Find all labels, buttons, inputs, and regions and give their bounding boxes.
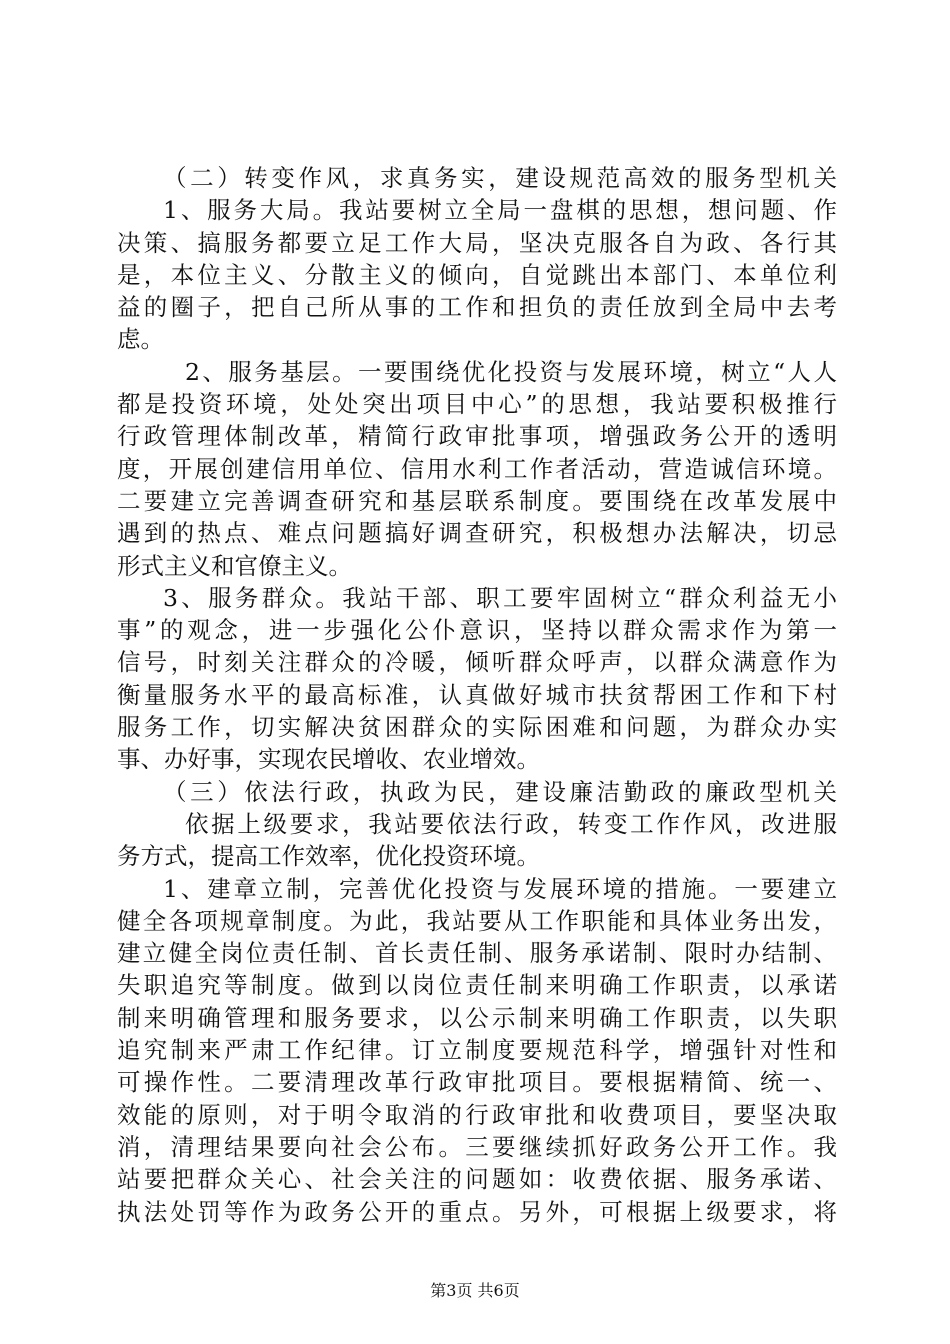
section-heading-3: （三）依法行政，执政为民，建设廉洁勤政的廉政型机关: [163, 777, 837, 806]
paragraph-line: 形式主义和官僚主义。: [117, 551, 352, 580]
paragraph-line: 务方式，提高工作效率，优化投资环境。: [117, 842, 540, 871]
paragraph-line: 2、服务基层。一要围绕优化投资与发展环境，树立“人人: [185, 357, 837, 386]
document-body: [117, 162, 837, 1228]
paragraph-line: 衡量服务水平的最高标准，认真做好城市扶贫帮困工作和下村: [117, 680, 837, 709]
paragraph-line: 二要建立完善调查研究和基层联系制度。要围绕在改革发展中: [117, 486, 837, 515]
paragraph-line: 信号，时刻关注群众的冷暖，倾听群众呼声，以群众满意作为: [117, 648, 837, 677]
paragraph-line: 消，清理结果要向社会公布。三要继续抓好政务公开工作。我: [117, 1132, 837, 1161]
paragraph-line: 1、建章立制，完善优化投资与发展环境的措施。一要建立: [163, 874, 837, 903]
paragraph-line: 建立健全岗位责任制、首长责任制、服务承诺制、限时办结制、: [117, 939, 837, 968]
paragraph-line: 益的圈子，把自己所从事的工作和担负的责任放到全局中去考: [117, 293, 837, 322]
paragraph-line: 健全各项规章制度。为此，我站要从工作职能和具体业务出发，: [117, 906, 837, 935]
paragraph-line: 1、服务大局。我站要树立全局一盘棋的思想，想问题、作: [163, 196, 837, 225]
paragraph-line: 事、办好事，实现农民增收、农业增效。: [117, 745, 540, 774]
paragraph-line: 执法处罚等作为政务公开的重点。另外，可根据上级要求，将: [117, 1197, 837, 1226]
paragraph-line: 制来明确管理和服务要求，以公示制来明确工作职责，以失职: [117, 1003, 837, 1032]
paragraph-line: 度，开展创建信用单位、信用水利工作者活动，营造诚信环境。: [117, 454, 837, 483]
paragraph-line: 遇到的热点、难点问题搞好调查研究，积极想办法解决，切忌: [117, 519, 837, 548]
paragraph-line: 都是投资环境，处处突出项目中心”的思想，我站要积极推行: [117, 390, 837, 419]
paragraph-line: 追究制来严肃工作纪律。订立制度要规范科学，增强针对性和: [117, 1036, 837, 1065]
paragraph-line: 是，本位主义、分散主义的倾向，自觉跳出本部门、本单位利: [117, 260, 837, 289]
paragraph-line: 行政管理体制改革，精简行政审批事项，增强政务公开的透明: [117, 422, 837, 451]
paragraph-line: 站要把群众关心、社会关注的问题如：收费依据、服务承诺、: [117, 1165, 837, 1194]
paragraph-line: 3、服务群众。我站干部、职工要牢固树立“群众利益无小: [163, 583, 837, 612]
page-footer: 第3页 共6页: [430, 1281, 520, 1300]
paragraph-line: 失职追究等制度。做到以岗位责任制来明确工作职责，以承诺: [117, 971, 837, 1000]
paragraph-line: 虑。: [117, 325, 164, 354]
paragraph-line: 决策、搞服务都要立足工作大局，坚决克服各自为政、各行其: [117, 228, 837, 257]
paragraph-line: 依据上级要求，我站要依法行政，转变工作作风，改进服: [185, 809, 837, 838]
paragraph-line: 服务工作，切实解决贫困群众的实际困难和问题，为群众办实: [117, 713, 837, 742]
paragraph-line: 效能的原则，对于明令取消的行政审批和收费项目，要坚决取: [117, 1100, 837, 1129]
section-heading-2: （二）转变作风，求真务实，建设规范高效的服务型机关: [163, 164, 837, 192]
paragraph-line: 可操作性。二要清理改革行政审批项目。要根据精简、统一、: [117, 1068, 837, 1097]
paragraph-line: 事”的观念，进一步强化公仆意识，坚持以群众需求作为第一: [117, 616, 837, 645]
